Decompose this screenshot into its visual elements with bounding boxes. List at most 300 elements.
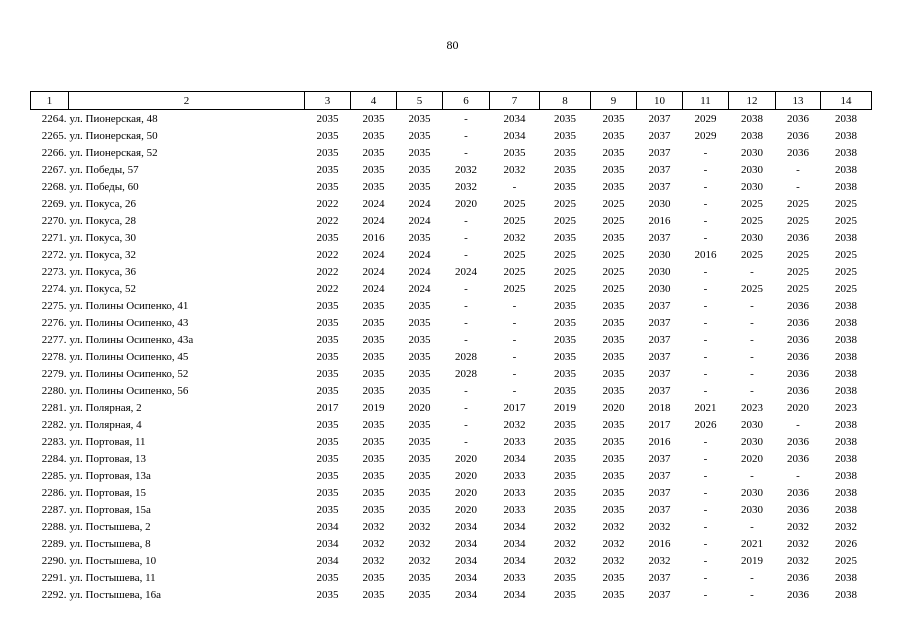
column-header: 10 bbox=[637, 92, 683, 110]
year-cell: 2035 bbox=[602, 316, 625, 329]
column-header: 2 bbox=[69, 92, 305, 110]
row-number: 2286. bbox=[41, 486, 67, 499]
year-cell: 2038 bbox=[835, 435, 857, 448]
year-cell: 2034 bbox=[503, 520, 526, 533]
year-cell: 2024 bbox=[408, 282, 431, 295]
year-cell: 2038 bbox=[835, 350, 857, 363]
year-cell: 2035 bbox=[408, 333, 431, 346]
year-cell: 2035 bbox=[554, 452, 576, 465]
year-cell: 2035 bbox=[362, 588, 385, 601]
year-cell: 2021 bbox=[694, 401, 717, 414]
year-cell: - bbox=[703, 486, 708, 499]
row-number: 2287. bbox=[41, 503, 67, 516]
year-cell: 2025 bbox=[503, 265, 526, 278]
year-cell: 2038 bbox=[835, 486, 857, 499]
year-cell: 2037 bbox=[648, 129, 671, 142]
address-cell: ул. Постышева, 10 bbox=[69, 554, 157, 567]
year-cell: 2030 bbox=[741, 503, 763, 516]
year-cell: 2025 bbox=[602, 248, 625, 261]
year-cell: 2035 bbox=[362, 503, 385, 516]
year-cell: 2032 bbox=[455, 180, 477, 193]
column-header: 7 bbox=[490, 92, 540, 110]
year-cell: - bbox=[512, 180, 517, 193]
row-number: 2279. bbox=[41, 367, 67, 380]
year-cell: 2035 bbox=[362, 367, 385, 380]
year-cell: 2035 bbox=[554, 503, 576, 516]
year-cell: 2034 bbox=[455, 537, 477, 550]
year-cell: - bbox=[796, 469, 800, 482]
row-number: 2266. bbox=[41, 146, 67, 159]
year-cell: - bbox=[703, 350, 708, 363]
table-row bbox=[31, 127, 872, 144]
year-cell: 2034 bbox=[455, 554, 477, 567]
year-cell: - bbox=[464, 129, 468, 142]
year-cell: 2037 bbox=[648, 571, 671, 584]
address-cell: ул. Пионерская, 48 bbox=[69, 112, 158, 125]
year-cell: 2037 bbox=[648, 486, 671, 499]
year-cell: 2029 bbox=[694, 129, 717, 142]
year-cell: 2019 bbox=[362, 401, 385, 414]
year-cell: 2035 bbox=[602, 571, 625, 584]
year-cell: 2035 bbox=[554, 435, 576, 448]
year-cell: 2025 bbox=[602, 282, 625, 295]
year-cell: - bbox=[703, 265, 708, 278]
address-cell: ул. Постышева, 2 bbox=[69, 520, 151, 533]
year-cell: - bbox=[703, 231, 708, 244]
row-number: 2271. bbox=[41, 231, 67, 244]
row-number: 2291. bbox=[41, 571, 67, 584]
column-header: 9 bbox=[591, 92, 637, 110]
year-cell: 2022 bbox=[316, 197, 339, 210]
year-cell: 2035 bbox=[554, 350, 576, 363]
year-cell: 2025 bbox=[787, 282, 809, 295]
year-cell: 2037 bbox=[648, 112, 671, 125]
header-row bbox=[31, 92, 872, 110]
year-cell: - bbox=[703, 554, 708, 567]
year-cell: 2038 bbox=[835, 129, 857, 142]
year-cell: 2038 bbox=[835, 588, 857, 601]
year-cell: 2035 bbox=[408, 231, 431, 244]
year-cell: 2038 bbox=[741, 112, 763, 125]
year-cell: 2036 bbox=[787, 486, 809, 499]
row-number: 2285. bbox=[41, 469, 67, 482]
row-number: 2274. bbox=[41, 282, 67, 295]
year-cell: 2035 bbox=[408, 384, 431, 397]
year-cell: 2037 bbox=[648, 588, 671, 601]
year-cell: 2037 bbox=[648, 469, 671, 482]
row-number: 2284. bbox=[41, 452, 67, 465]
row-number: 2277. bbox=[41, 333, 67, 346]
year-cell: 2037 bbox=[648, 180, 671, 193]
year-cell: - bbox=[703, 367, 708, 380]
year-cell: 2034 bbox=[316, 554, 339, 567]
row-number: 2269. bbox=[41, 197, 67, 210]
year-cell: - bbox=[512, 299, 517, 312]
year-cell: - bbox=[750, 588, 754, 601]
year-cell: 2037 bbox=[648, 350, 671, 363]
year-cell: 2035 bbox=[554, 418, 576, 431]
row-number: 2267. bbox=[41, 163, 67, 176]
year-cell: - bbox=[703, 299, 708, 312]
year-cell: 2020 bbox=[455, 503, 477, 516]
year-cell: 2023 bbox=[741, 401, 763, 414]
year-cell: 2025 bbox=[503, 282, 526, 295]
year-cell: 2035 bbox=[316, 146, 339, 159]
table-row bbox=[31, 569, 872, 586]
year-cell: 2038 bbox=[835, 316, 857, 329]
year-cell: 2019 bbox=[741, 554, 763, 567]
year-cell: 2035 bbox=[554, 588, 576, 601]
year-cell: 2035 bbox=[602, 299, 625, 312]
year-cell: 2035 bbox=[362, 299, 385, 312]
year-cell: 2025 bbox=[554, 197, 576, 210]
column-header: 3 bbox=[305, 92, 351, 110]
year-cell: 2030 bbox=[648, 197, 671, 210]
year-cell: 2036 bbox=[787, 299, 809, 312]
row-number: 2290. bbox=[41, 554, 67, 567]
address-cell: ул. Портовая, 13а bbox=[69, 469, 151, 482]
year-cell: - bbox=[703, 316, 708, 329]
year-cell: - bbox=[796, 180, 800, 193]
year-cell: 2035 bbox=[602, 146, 625, 159]
year-cell: 2035 bbox=[316, 112, 339, 125]
year-cell: 2030 bbox=[648, 248, 671, 261]
year-cell: 2035 bbox=[602, 129, 625, 142]
year-cell: 2024 bbox=[362, 248, 385, 261]
address-cell: ул. Полины Осипенко, 56 bbox=[69, 384, 189, 397]
address-cell: ул. Покуса, 30 bbox=[69, 231, 137, 244]
table-row bbox=[31, 501, 872, 518]
column-header: 13 bbox=[776, 92, 821, 110]
year-cell: 2038 bbox=[835, 367, 857, 380]
year-cell: 2035 bbox=[408, 435, 431, 448]
address-cell: ул. Полины Осипенко, 52 bbox=[69, 367, 189, 380]
year-cell: 2017 bbox=[316, 401, 339, 414]
table-row bbox=[31, 246, 872, 263]
year-cell: 2024 bbox=[362, 214, 385, 227]
year-cell: 2020 bbox=[741, 452, 763, 465]
year-cell: 2036 bbox=[787, 571, 809, 584]
year-cell: 2025 bbox=[741, 248, 763, 261]
year-cell: 2034 bbox=[503, 452, 526, 465]
year-cell: 2035 bbox=[602, 469, 625, 482]
year-cell: - bbox=[750, 367, 754, 380]
year-cell: 2030 bbox=[741, 163, 763, 176]
year-cell: 2035 bbox=[602, 333, 625, 346]
year-cell: 2034 bbox=[503, 112, 526, 125]
year-cell: 2032 bbox=[787, 520, 809, 533]
address-cell: ул. Портовая, 15а bbox=[69, 503, 151, 516]
year-cell: 2034 bbox=[503, 588, 526, 601]
year-cell: - bbox=[464, 112, 468, 125]
year-cell: 2017 bbox=[503, 401, 526, 414]
year-cell: - bbox=[750, 333, 754, 346]
year-cell: 2036 bbox=[787, 588, 809, 601]
table-row bbox=[31, 450, 872, 467]
year-cell: 2035 bbox=[554, 486, 576, 499]
year-cell: 2037 bbox=[648, 367, 671, 380]
year-cell: 2025 bbox=[835, 214, 857, 227]
year-cell: - bbox=[796, 418, 800, 431]
row-number: 2272. bbox=[41, 248, 67, 261]
year-cell: 2035 bbox=[362, 180, 385, 193]
year-cell: - bbox=[512, 367, 517, 380]
address-cell: ул. Покуса, 26 bbox=[69, 197, 137, 210]
year-cell: 2035 bbox=[316, 333, 339, 346]
year-cell: 2016 bbox=[648, 435, 671, 448]
year-cell: - bbox=[703, 503, 708, 516]
year-cell: 2030 bbox=[648, 282, 671, 295]
year-cell: 2016 bbox=[648, 537, 671, 550]
year-cell: 2035 bbox=[316, 452, 339, 465]
year-cell: 2034 bbox=[316, 537, 339, 550]
year-cell: 2036 bbox=[787, 231, 809, 244]
year-cell: 2032 bbox=[602, 554, 625, 567]
row-number: 2289. bbox=[41, 537, 67, 550]
row-number: 2264. bbox=[41, 112, 67, 125]
table-row bbox=[31, 348, 872, 365]
year-cell: 2033 bbox=[503, 469, 526, 482]
table-row bbox=[31, 416, 872, 433]
row-number: 2282. bbox=[41, 418, 67, 431]
year-cell: 2028 bbox=[455, 367, 477, 380]
year-cell: 2032 bbox=[648, 554, 671, 567]
year-cell: 2035 bbox=[362, 129, 385, 142]
year-cell: 2038 bbox=[835, 163, 857, 176]
year-cell: 2024 bbox=[408, 265, 431, 278]
year-cell: 2035 bbox=[602, 350, 625, 363]
address-cell: ул. Портовая, 11 bbox=[69, 435, 146, 448]
year-cell: 2035 bbox=[316, 418, 339, 431]
year-cell: 2025 bbox=[835, 248, 857, 261]
address-cell: ул. Покуса, 52 bbox=[69, 282, 137, 295]
year-cell: 2032 bbox=[787, 554, 809, 567]
address-cell: ул. Покуса, 36 bbox=[69, 265, 137, 278]
year-cell: - bbox=[750, 520, 754, 533]
year-cell: 2025 bbox=[787, 248, 809, 261]
column-header: 11 bbox=[683, 92, 729, 110]
table-row bbox=[31, 161, 872, 178]
year-cell: 2035 bbox=[554, 180, 576, 193]
year-cell: 2035 bbox=[316, 469, 339, 482]
year-cell: 2038 bbox=[835, 299, 857, 312]
year-cell: - bbox=[464, 333, 468, 346]
year-cell: 2035 bbox=[362, 452, 385, 465]
year-cell: 2032 bbox=[787, 537, 809, 550]
year-cell: - bbox=[750, 265, 754, 278]
year-cell: 2022 bbox=[316, 265, 339, 278]
year-cell: 2032 bbox=[408, 520, 431, 533]
year-cell: 2025 bbox=[554, 265, 576, 278]
row-number: 2278. bbox=[41, 350, 67, 363]
table-row bbox=[31, 382, 872, 399]
address-cell: ул. Постышева, 16а bbox=[69, 588, 161, 601]
year-cell: 2035 bbox=[316, 350, 339, 363]
year-cell: 2035 bbox=[408, 571, 431, 584]
year-cell: 2035 bbox=[316, 163, 339, 176]
year-cell: - bbox=[512, 316, 517, 329]
year-cell: 2035 bbox=[602, 418, 625, 431]
address-cell: ул. Полярная, 2 bbox=[69, 401, 142, 414]
row-number: 2270. bbox=[41, 214, 67, 227]
year-cell: - bbox=[464, 316, 468, 329]
year-cell: 2034 bbox=[455, 520, 477, 533]
year-cell: 2035 bbox=[602, 163, 625, 176]
table-row bbox=[31, 433, 872, 450]
year-cell: 2025 bbox=[835, 554, 857, 567]
year-cell: 2037 bbox=[648, 231, 671, 244]
year-cell: 2025 bbox=[835, 265, 857, 278]
year-cell: 2036 bbox=[787, 316, 809, 329]
address-cell: ул. Пионерская, 50 bbox=[69, 129, 158, 142]
year-cell: 2032 bbox=[503, 231, 526, 244]
year-cell: 2035 bbox=[602, 486, 625, 499]
year-cell: - bbox=[464, 214, 468, 227]
page-number: 80 bbox=[446, 38, 459, 52]
year-cell: 2025 bbox=[787, 265, 809, 278]
year-cell: - bbox=[464, 248, 468, 261]
year-cell: 2038 bbox=[835, 384, 857, 397]
column-header: 1 bbox=[31, 92, 69, 110]
year-cell: 2018 bbox=[648, 401, 671, 414]
year-cell: 2032 bbox=[362, 537, 385, 550]
column-header: 4 bbox=[351, 92, 397, 110]
table-row bbox=[31, 280, 872, 297]
year-cell: 2038 bbox=[835, 418, 857, 431]
address-cell: ул. Полины Осипенко, 41 bbox=[69, 299, 189, 312]
row-number: 2280. bbox=[41, 384, 67, 397]
year-cell: 2036 bbox=[787, 350, 809, 363]
year-cell: - bbox=[750, 350, 754, 363]
year-cell: 2025 bbox=[554, 214, 576, 227]
year-cell: 2035 bbox=[362, 571, 385, 584]
year-cell: 2037 bbox=[648, 503, 671, 516]
year-cell: 2016 bbox=[694, 248, 717, 261]
year-cell: 2025 bbox=[741, 214, 763, 227]
year-cell: 2030 bbox=[741, 231, 763, 244]
year-cell: 2032 bbox=[362, 554, 385, 567]
year-cell: 2025 bbox=[554, 282, 576, 295]
row-number: 2283. bbox=[41, 435, 67, 448]
year-cell: 2035 bbox=[362, 486, 385, 499]
year-cell: 2024 bbox=[408, 214, 431, 227]
year-cell: 2023 bbox=[835, 401, 857, 414]
year-cell: 2035 bbox=[554, 384, 576, 397]
year-cell: 2017 bbox=[648, 418, 671, 431]
column-header: 8 bbox=[540, 92, 591, 110]
year-cell: 2035 bbox=[362, 163, 385, 176]
year-cell: 2021 bbox=[741, 537, 763, 550]
year-cell: 2038 bbox=[835, 112, 857, 125]
year-cell: 2025 bbox=[554, 248, 576, 261]
year-cell: 2032 bbox=[554, 537, 576, 550]
year-cell: 2025 bbox=[787, 197, 809, 210]
year-cell: - bbox=[703, 163, 708, 176]
year-cell: 2035 bbox=[316, 367, 339, 380]
year-cell: - bbox=[750, 469, 754, 482]
year-cell: 2026 bbox=[835, 537, 857, 550]
year-cell: 2038 bbox=[835, 180, 857, 193]
year-cell: 2035 bbox=[554, 129, 576, 142]
year-cell: 2037 bbox=[648, 146, 671, 159]
year-cell: 2035 bbox=[408, 486, 431, 499]
year-cell: 2025 bbox=[503, 214, 526, 227]
table-row bbox=[31, 178, 872, 195]
year-cell: - bbox=[512, 333, 517, 346]
year-cell: 2032 bbox=[362, 520, 385, 533]
year-cell: 2030 bbox=[648, 265, 671, 278]
year-cell: - bbox=[750, 571, 754, 584]
year-cell: 2025 bbox=[602, 214, 625, 227]
year-cell: 2025 bbox=[602, 265, 625, 278]
row-number: 2281. bbox=[41, 401, 67, 414]
year-cell: 2030 bbox=[741, 146, 763, 159]
year-cell: 2038 bbox=[835, 146, 857, 159]
address-cell: ул. Пионерская, 52 bbox=[69, 146, 158, 159]
year-cell: 2035 bbox=[316, 588, 339, 601]
address-cell: ул. Полины Осипенко, 43а bbox=[69, 333, 194, 346]
year-cell: 2034 bbox=[503, 129, 526, 142]
year-cell: 2034 bbox=[455, 588, 477, 601]
year-cell: 2024 bbox=[362, 282, 385, 295]
table-row bbox=[31, 535, 872, 552]
year-cell: 2034 bbox=[455, 571, 477, 584]
year-cell: 2036 bbox=[787, 452, 809, 465]
year-cell: 2037 bbox=[648, 384, 671, 397]
year-cell: 2032 bbox=[554, 554, 576, 567]
year-cell: 2036 bbox=[787, 129, 809, 142]
table-row bbox=[31, 144, 872, 161]
year-cell: 2035 bbox=[316, 231, 339, 244]
row-number: 2276. bbox=[41, 316, 67, 329]
year-cell: 2035 bbox=[408, 146, 431, 159]
year-cell: 2035 bbox=[602, 180, 625, 193]
year-cell: 2035 bbox=[554, 571, 576, 584]
year-cell: - bbox=[512, 384, 517, 397]
year-cell: 2035 bbox=[316, 384, 339, 397]
year-cell: 2030 bbox=[741, 486, 763, 499]
address-cell: ул. Покуса, 32 bbox=[69, 248, 137, 261]
year-cell: 2035 bbox=[408, 316, 431, 329]
year-cell: 2035 bbox=[408, 180, 431, 193]
year-cell: - bbox=[464, 384, 468, 397]
row-number: 2292. bbox=[41, 588, 67, 601]
year-cell: 2035 bbox=[602, 452, 625, 465]
year-cell: 2035 bbox=[316, 299, 339, 312]
year-cell: 2037 bbox=[648, 299, 671, 312]
year-cell: 2035 bbox=[554, 333, 576, 346]
year-cell: 2024 bbox=[408, 248, 431, 261]
year-cell: - bbox=[750, 316, 754, 329]
year-cell: 2032 bbox=[602, 520, 625, 533]
year-cell: 2020 bbox=[787, 401, 809, 414]
year-cell: 2038 bbox=[835, 231, 857, 244]
year-cell: 2035 bbox=[362, 316, 385, 329]
year-cell: - bbox=[750, 299, 754, 312]
year-cell: 2016 bbox=[362, 231, 385, 244]
year-cell: 2032 bbox=[648, 520, 671, 533]
year-cell: 2035 bbox=[408, 418, 431, 431]
year-cell: 2037 bbox=[648, 316, 671, 329]
year-cell: 2024 bbox=[455, 265, 477, 278]
year-cell: 2025 bbox=[602, 197, 625, 210]
year-cell: 2032 bbox=[503, 418, 526, 431]
year-cell: - bbox=[464, 146, 468, 159]
year-cell: 2036 bbox=[787, 367, 809, 380]
column-header: 12 bbox=[729, 92, 776, 110]
address-cell: ул. Портовая, 13 bbox=[69, 452, 146, 465]
year-cell: 2036 bbox=[787, 146, 809, 159]
